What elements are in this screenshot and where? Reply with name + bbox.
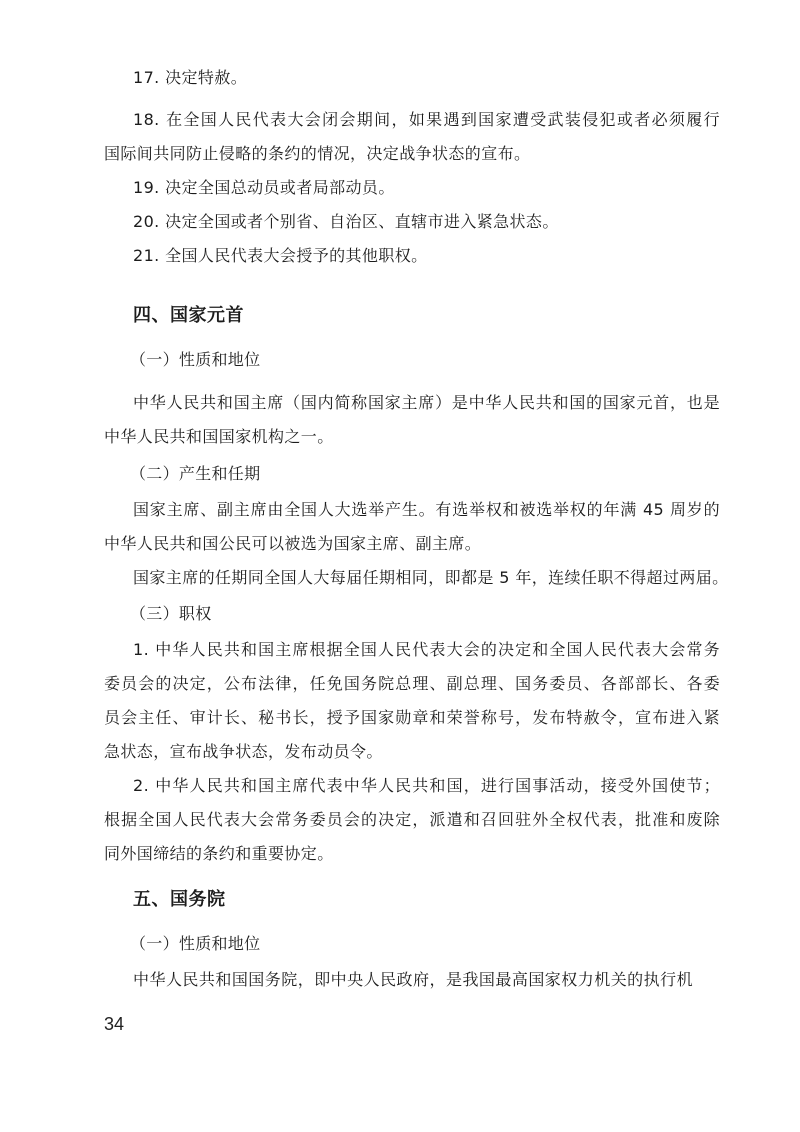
list-item-18-line-1: 18. 在全国人民代表大会闭会期间，如果遇到国家遭受武装侵犯或者必须履行	[133, 110, 720, 129]
list-item-20: 20. 决定全国或者个别省、自治区、直辖市进入紧急状态。	[133, 212, 559, 231]
list-item-17: 17. 决定特赦。	[133, 68, 248, 87]
paragraph-line: 中华人民共和国国家机构之一。	[104, 427, 334, 446]
paragraph-line: 急状态，宣布战争状态，发布动员令。	[104, 742, 383, 761]
paragraph-line: 中华人民共和国国务院，即中央人民政府，是我国最高国家权力机关的执行机	[133, 970, 693, 989]
subsection-heading-nature-2: （一）性质和地位	[130, 934, 261, 953]
paragraph-line: 中华人民共和国主席（国内简称国家主席）是中华人民共和国的国家元首，也是	[133, 393, 720, 412]
subsection-heading-powers: （三）职权	[130, 604, 212, 623]
paragraph-line: 1. 中华人民共和国主席根据全国人民代表大会的决定和全国人民代表大会常务	[133, 640, 720, 659]
paragraph-line: 根据全国人民代表大会常务委员会的决定，派遣和召回驻外全权代表，批准和废除	[104, 810, 720, 829]
paragraph-line: 2. 中华人民共和国主席代表中华人民共和国，进行国事活动，接受外国使节；	[133, 776, 720, 795]
paragraph-line: 员会主任、审计长、秘书长，授予国家勋章和荣誉称号，发布特赦令，宣布进入紧	[104, 708, 720, 727]
list-item-19: 19. 决定全国总动员或者局部动员。	[133, 178, 395, 197]
paragraph-line: 同外国缔结的条约和重要协定。	[104, 844, 334, 863]
paragraph-line: 国家主席、副主席由全国人大选举产生。有选举权和被选举权的年满 45 周岁的	[133, 500, 720, 519]
page-number: 34	[104, 1014, 125, 1034]
paragraph-line: 国家主席的任期同全国人大每届任期相同，即都是 5 年，连续任职不得超过两届。	[133, 568, 729, 587]
section-heading-head-of-state: 四、国家元首	[133, 305, 244, 326]
list-item-18-line-2: 国际间共同防止侵略的条约的情况，决定战争状态的宣布。	[104, 144, 531, 163]
subsection-heading-nature: （一）性质和地位	[130, 350, 261, 369]
paragraph-line: 委员会的决定，公布法律，任免国务院总理、副总理、国务委员、各部部长、各委	[104, 674, 720, 693]
section-heading-state-council: 五、国务院	[133, 889, 226, 910]
list-item-21: 21. 全国人民代表大会授予的其他职权。	[133, 246, 428, 265]
subsection-heading-election-term: （二）产生和任期	[130, 464, 261, 483]
paragraph-line: 中华人民共和国公民可以被选为国家主席、副主席。	[104, 534, 482, 553]
